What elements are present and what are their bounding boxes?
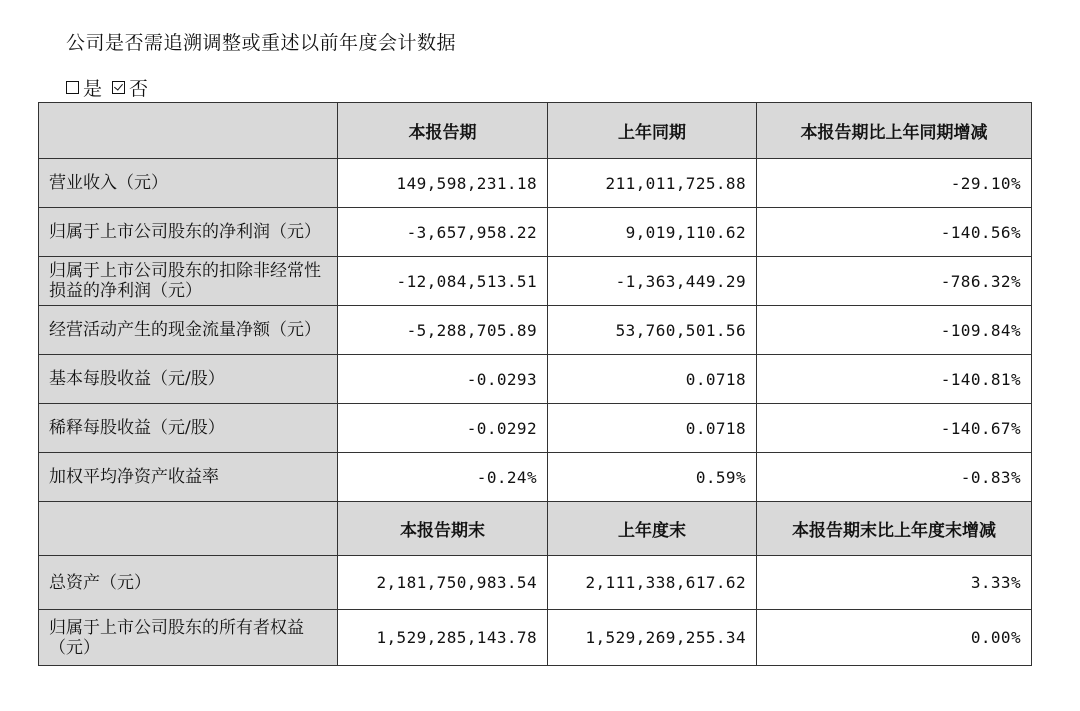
current-value: 1,529,285,143.78 — [338, 610, 548, 666]
header-prior-period: 上年同期 — [548, 103, 757, 159]
table-header-row — [39, 103, 1032, 159]
option-yes-label: 是 — [83, 78, 103, 100]
option-no[interactable] — [112, 74, 148, 101]
option-yes[interactable] — [66, 74, 102, 101]
table-row — [39, 556, 1032, 610]
row-label: 稀释每股收益（元/股） — [39, 404, 338, 453]
change-value: -140.67% — [757, 404, 1032, 453]
checkbox-empty-icon[interactable] — [66, 81, 79, 94]
table-row — [39, 159, 1032, 208]
header-change: 本报告期比上年同期增减 — [757, 103, 1032, 159]
option-no-label: 否 — [129, 78, 149, 100]
current-value: -0.0292 — [338, 404, 548, 453]
header-change-year-end: 本报告期末比上年度末增减 — [757, 502, 1032, 556]
section-heading: 公司是否需追溯调整或重述以前年度会计数据 — [66, 32, 457, 54]
table-row — [39, 257, 1032, 306]
header-prior-year-end: 上年度末 — [548, 502, 757, 556]
header-blank-cell — [39, 502, 338, 556]
change-value: -109.84% — [757, 306, 1032, 355]
prior-value: 9,019,110.62 — [548, 208, 757, 257]
table-header-row — [39, 502, 1032, 556]
change-value: 3.33% — [757, 556, 1032, 610]
prior-value: 2,111,338,617.62 — [548, 556, 757, 610]
header-current-period: 本报告期 — [338, 103, 548, 159]
table-row — [39, 208, 1032, 257]
prior-value: 0.0718 — [548, 355, 757, 404]
table-row — [39, 453, 1032, 502]
row-label: 经营活动产生的现金流量净额（元） — [39, 306, 338, 355]
table-row — [39, 404, 1032, 453]
row-label: 归属于上市公司股东的扣除非经常性损益的净利润（元） — [39, 257, 338, 306]
prior-value: 211,011,725.88 — [548, 159, 757, 208]
prior-value: 0.0718 — [548, 404, 757, 453]
row-label: 基本每股收益（元/股） — [39, 355, 338, 404]
current-value: -0.0293 — [338, 355, 548, 404]
current-value: -0.24% — [338, 453, 548, 502]
header-blank-cell — [39, 103, 338, 159]
current-value: 149,598,231.18 — [338, 159, 548, 208]
change-value: -786.32% — [757, 257, 1032, 306]
prior-value: 0.59% — [548, 453, 757, 502]
row-label: 归属于上市公司股东的净利润（元） — [39, 208, 338, 257]
current-value: -3,657,958.22 — [338, 208, 548, 257]
change-value: -0.83% — [757, 453, 1032, 502]
prior-value: 1,529,269,255.34 — [548, 610, 757, 666]
restatement-options — [66, 74, 158, 101]
table-row — [39, 355, 1032, 404]
prior-value: 53,760,501.56 — [548, 306, 757, 355]
financial-data-table — [38, 102, 1032, 666]
current-value: -5,288,705.89 — [338, 306, 548, 355]
change-value: -140.56% — [757, 208, 1032, 257]
row-label: 归属于上市公司股东的所有者权益（元） — [39, 610, 338, 666]
current-value: 2,181,750,983.54 — [338, 556, 548, 610]
change-value: -29.10% — [757, 159, 1032, 208]
row-label: 营业收入（元） — [39, 159, 338, 208]
row-label: 加权平均净资产收益率 — [39, 453, 338, 502]
table-row — [39, 306, 1032, 355]
header-period-end: 本报告期末 — [338, 502, 548, 556]
prior-value: -1,363,449.29 — [548, 257, 757, 306]
table-row — [39, 610, 1032, 666]
change-value: 0.00% — [757, 610, 1032, 666]
checkbox-checked-icon[interactable] — [112, 81, 125, 94]
current-value: -12,084,513.51 — [338, 257, 548, 306]
row-label: 总资产（元） — [39, 556, 338, 610]
change-value: -140.81% — [757, 355, 1032, 404]
